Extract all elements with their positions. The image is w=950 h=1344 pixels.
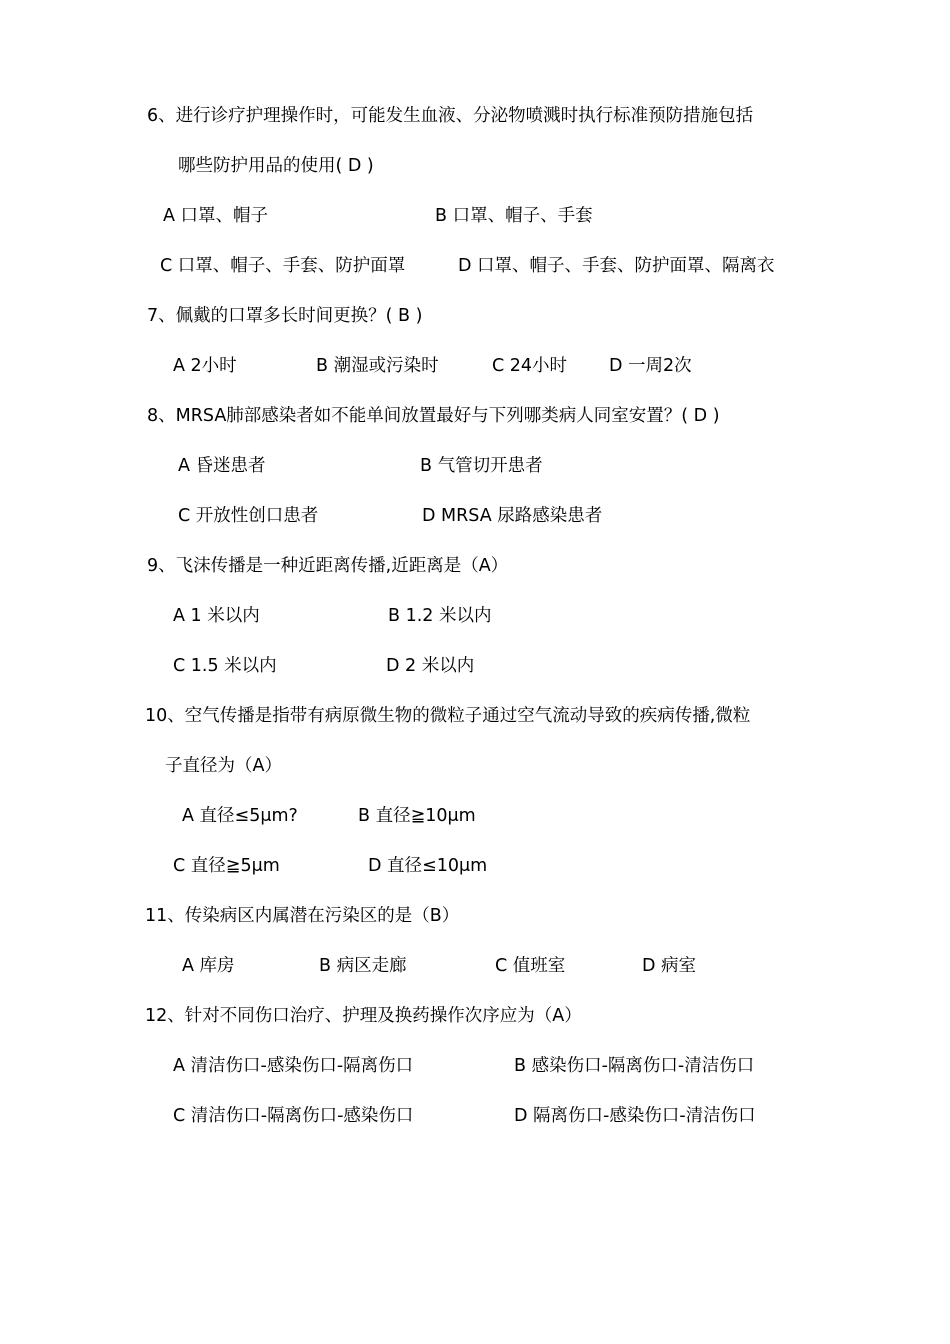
question-7-option-b: B 潮湿或污染时 (316, 356, 439, 376)
question-11-stem: 11、传染病区内属潜在污染区的是（B） (145, 906, 460, 926)
question-12-option-c: C 清洁伤口-隔离伤口-感染伤口 (173, 1106, 414, 1126)
question-11-option-b: B 病区走廊 (319, 956, 407, 976)
question-6-option-d: D 口罩、帽子、手套、防护面罩、隔离衣 (458, 256, 775, 276)
question-12-option-d: D 隔离伤口-感染伤口-清洁伤口 (514, 1106, 756, 1126)
question-10-stem: 10、空气传播是指带有病原微生物的微粒子通过空气流动导致的疾病传播,微粒 (145, 706, 751, 726)
question-9-option-a: A 1 米以内 (173, 606, 260, 626)
question-9-stem: 9、飞沫传播是一种近距离传播,近距离是（A） (147, 556, 509, 576)
question-10-option-a: A 直径≤5μm? (182, 806, 298, 826)
question-12-stem: 12、针对不同伤口治疗、护理及换药操作次序应为（A） (145, 1006, 582, 1026)
question-11-option-d: D 病室 (642, 956, 697, 976)
question-10-option-d: D 直径≤10μm (368, 856, 488, 876)
question-6-stem-continued: 哪些防护用品的使用( D ) (178, 156, 374, 176)
question-10-option-c: C 直径≧5μm (173, 856, 280, 876)
question-7-option-a: A 2小时 (173, 356, 237, 376)
question-10-stem-continued: 子直径为（A） (165, 756, 282, 776)
question-10-option-b: B 直径≧10μm (358, 806, 476, 826)
question-8-option-b: B 气管切开患者 (420, 456, 543, 476)
question-9-option-b: B 1.2 米以内 (388, 606, 492, 626)
question-8-option-d: D MRSA 尿路感染患者 (422, 506, 603, 526)
question-6-option-c: C 口罩、帽子、手套、防护面罩 (160, 256, 406, 276)
question-9-option-d: D 2 米以内 (386, 656, 475, 676)
question-8-option-c: C 开放性创口患者 (178, 506, 319, 526)
question-8-stem: 8、MRSA肺部感染者如不能单间放置最好与下列哪类病人同室安置？( D ) (147, 406, 720, 426)
question-7-option-d: D 一周2次 (609, 356, 692, 376)
question-6-stem: 6、进行诊疗护理操作时，可能发生血液、分泌物喷溅时执行标准预防措施包括 (147, 106, 754, 126)
question-7-stem: 7、佩戴的口罩多长时间更换？( B ) (147, 306, 423, 326)
question-11-option-c: C 值班室 (495, 956, 566, 976)
question-8-option-a: A 昏迷患者 (178, 456, 266, 476)
question-7-option-c: C 24小时 (492, 356, 568, 376)
question-6-option-b: B 口罩、帽子、手套 (435, 206, 593, 226)
question-6-option-a: A 口罩、帽子 (163, 206, 269, 226)
question-12-option-a: A 清洁伤口-感染伤口-隔离伤口 (173, 1056, 414, 1076)
question-9-option-c: C 1.5 米以内 (173, 656, 277, 676)
question-12-option-b: B 感染伤口-隔离伤口-清洁伤口 (514, 1056, 755, 1076)
question-11-option-a: A 库房 (182, 956, 235, 976)
